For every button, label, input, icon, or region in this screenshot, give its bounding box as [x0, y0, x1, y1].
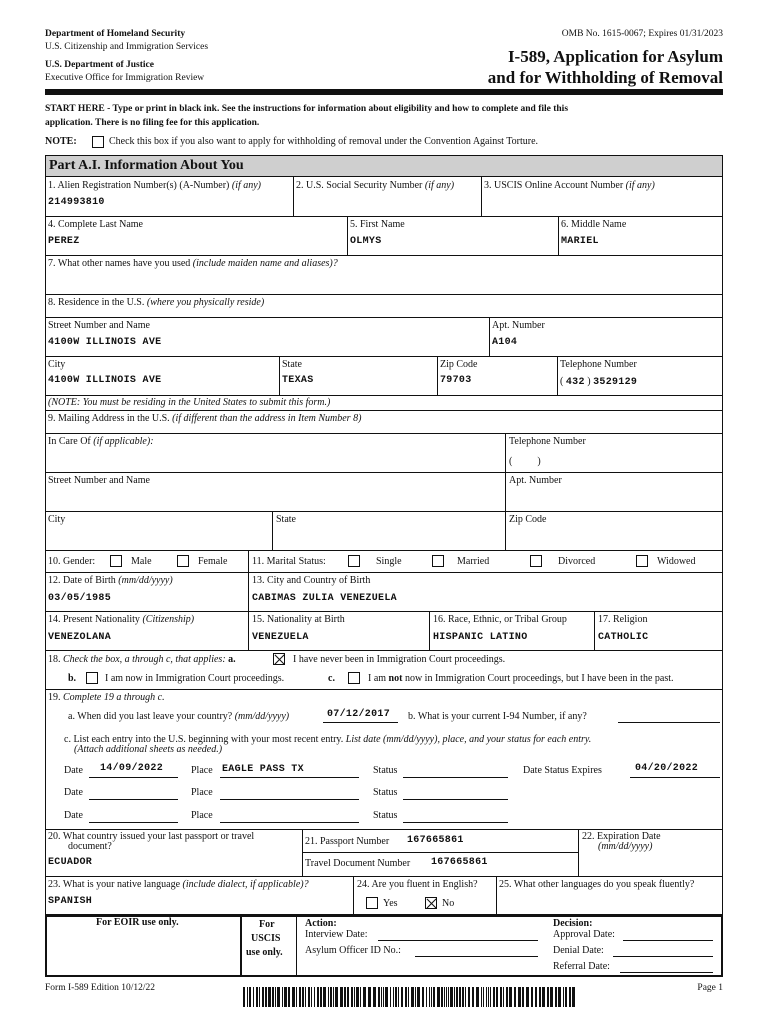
- denial-date-input[interactable]: [613, 956, 713, 957]
- street-label: Street Number and Name: [48, 320, 150, 331]
- barcode-bar: [275, 987, 276, 1007]
- street-value[interactable]: 4100W ILLINOIS AVE: [48, 337, 162, 348]
- mail-apt-label: Apt. Number: [509, 475, 562, 486]
- entry1-place-value[interactable]: EAGLE PASS TX: [222, 764, 304, 775]
- barcode-bar: [282, 987, 283, 1007]
- barcode-bar: [417, 987, 420, 1007]
- barcode-bar: [351, 987, 353, 1007]
- uscis-account-label: 3. USCIS Online Account Number (if any): [484, 180, 655, 191]
- nationality-label: 14. Present Nationality (Citizenship): [48, 614, 195, 625]
- omb-number: OMB No. 1615-0067; Expires 01/31/2023: [561, 29, 723, 39]
- mail-state-label: State: [276, 514, 296, 525]
- barcode-bar: [433, 987, 435, 1007]
- note-text: Check this box if you also want to apply for withholding of removal under the Convention Against Torture.: [109, 136, 539, 147]
- marital-label: 11. Marital Status:: [252, 556, 326, 567]
- barcode-bar: [468, 987, 470, 1007]
- entry1-expires-value[interactable]: 04/20/2022: [635, 763, 699, 774]
- q19a-label: a. When did you last leave your country? (mm/dd/yyyy): [68, 711, 290, 722]
- barcode-bar: [441, 987, 443, 1007]
- agency-doj: U.S. Department of Justice: [45, 60, 154, 70]
- q20-label2: document?: [68, 841, 112, 852]
- barcode-bar: [268, 987, 271, 1007]
- barcode-bar: [333, 987, 334, 1007]
- barcode-bar: [411, 987, 414, 1007]
- barcode-bar: [363, 987, 366, 1007]
- barcode-bar: [249, 987, 251, 1007]
- barcode-bar: [446, 987, 447, 1007]
- gender-female-label: Female: [198, 556, 228, 567]
- note-label: NOTE:: [45, 136, 77, 147]
- barcode-bar: [259, 987, 260, 1007]
- nat-birth-value[interactable]: VENEZUELA: [252, 632, 309, 643]
- phone-number: 3529129: [593, 377, 638, 388]
- q24-no-checkbox[interactable]: [425, 897, 437, 909]
- marital-divorced-checkbox[interactable]: [530, 555, 542, 567]
- apt-value[interactable]: A104: [492, 337, 518, 348]
- barcode-bar: [296, 987, 297, 1007]
- barcode-bar: [431, 987, 432, 1007]
- q18c-text: I am not now in Immigration Court proceedings, but I have been in the past.: [368, 673, 674, 684]
- barcode-bar: [344, 987, 346, 1007]
- barcode-bar: [393, 987, 394, 1007]
- barcode-bar: [408, 987, 409, 1007]
- first-name-label: 5. First Name: [350, 219, 405, 230]
- barcode-bar: [496, 987, 498, 1007]
- barcode-bar: [459, 987, 461, 1007]
- city-label: City: [48, 359, 66, 370]
- care-of-label: In Care Of (if applicable):: [48, 436, 154, 447]
- marital-divorced-label: Divorced: [558, 556, 596, 567]
- q25-label: 25. What other languages do you speak fluently?: [499, 879, 695, 890]
- barcode-bar: [368, 987, 371, 1007]
- q19b-input[interactable]: [618, 722, 720, 723]
- q21-value[interactable]: 167665861: [407, 835, 464, 846]
- entry2-place-input[interactable]: [220, 799, 359, 800]
- barcode-bar: [429, 987, 430, 1007]
- barcode-bar: [398, 987, 399, 1007]
- dob-label: 12. Date of Birth (mm/dd/yyyy): [48, 575, 173, 586]
- entry1-place-label: Place: [191, 765, 213, 776]
- barcode-bar: [563, 987, 564, 1007]
- barcode-bar: [526, 987, 529, 1007]
- interview-date-input[interactable]: [378, 940, 538, 941]
- barcode-bar: [323, 987, 326, 1007]
- q19c-hint: (Attach additional sheets as needed.): [74, 744, 223, 755]
- religion-label: 17. Religion: [598, 614, 648, 625]
- gender-male-label: Male: [131, 556, 152, 567]
- q19a-value[interactable]: 07/12/2017: [327, 709, 391, 720]
- barcode-bar: [354, 987, 355, 1007]
- q18b-text: I am now in Immigration Court proceedings.: [105, 673, 285, 684]
- barcode-bar: [518, 987, 521, 1007]
- barcode-bar: [284, 987, 287, 1007]
- last-name-value[interactable]: PEREZ: [48, 236, 80, 247]
- start-here-line1: START HERE - Type or print in black ink. See the instructions for information about eligibility and how to complete and file this: [45, 104, 569, 114]
- barcode-bar: [308, 987, 310, 1007]
- barcode-bar: [330, 987, 332, 1007]
- middle-name-label: 6. Middle Name: [561, 219, 627, 230]
- entry1-date-value[interactable]: 14/09/2022: [100, 763, 164, 774]
- barcode-bar: [314, 987, 315, 1007]
- birthplace-label: 13. City and Country of Birth: [252, 575, 371, 586]
- barcode-bar: [243, 987, 245, 1007]
- barcode-bar: [472, 987, 474, 1007]
- q24-yes-checkbox[interactable]: [366, 897, 378, 909]
- barcode-graphic: [243, 987, 578, 1007]
- action-label: Action:: [305, 918, 337, 929]
- q20-label: 20. What country issued your last passport or travel: [48, 831, 255, 842]
- entry3-status-label: Status: [373, 810, 398, 821]
- q19c-label: c. List each entry into the U.S. beginning with your most recent entry. List date (mm/dd/yyyy), place, and your status for each entry.: [64, 734, 592, 745]
- state-value[interactable]: TEXAS: [282, 375, 314, 386]
- approval-date-input[interactable]: [623, 940, 713, 941]
- mail-street-input[interactable]: [48, 489, 500, 509]
- barcode-bar: [448, 987, 449, 1007]
- q20-value[interactable]: ECUADOR: [48, 857, 93, 868]
- barcode-bar: [569, 987, 571, 1007]
- agency-uscis: U.S. Citizenship and Immigration Services: [45, 42, 209, 52]
- part-title: Part A.I. Information About You: [49, 158, 244, 173]
- q22-hint: (mm/dd/yyyy): [598, 841, 653, 852]
- entry3-place-label: Place: [191, 810, 213, 821]
- barcode-bar: [500, 987, 502, 1007]
- nationality-value[interactable]: VENEZOLANA: [48, 632, 112, 643]
- zip-value[interactable]: 79703: [440, 375, 472, 386]
- marital-single-label: Single: [376, 556, 402, 567]
- barcode-bar: [486, 987, 487, 1007]
- travel-doc-value[interactable]: 167665861: [431, 857, 488, 868]
- entry2-status-input[interactable]: [403, 799, 508, 800]
- barcode-bar: [299, 987, 301, 1007]
- barcode-bar: [247, 987, 248, 1007]
- barcode-bar: [547, 987, 549, 1007]
- ssn-input[interactable]: [296, 194, 480, 214]
- nat-birth-label: 15. Nationality at Birth: [252, 614, 345, 625]
- note-residing: (NOTE: You must be residing in the United States to submit this form.): [48, 397, 331, 408]
- gender-label: 10. Gender:: [48, 556, 96, 567]
- marital-married-checkbox[interactable]: [432, 555, 444, 567]
- marital-single-checkbox[interactable]: [348, 555, 360, 567]
- race-label: 16. Race, Ethnic, or Tribal Group: [433, 614, 567, 625]
- entry3-date-input[interactable]: [89, 822, 178, 823]
- q18c-checkbox[interactable]: [348, 672, 360, 684]
- agency-dhs: Department of Homeland Security: [45, 29, 186, 39]
- barcode-bar: [462, 987, 464, 1007]
- start-here-line2: application. There is no filing fee for this application.: [45, 118, 260, 128]
- asylum-officer-input[interactable]: [415, 956, 538, 957]
- last-name-label: 4. Complete Last Name: [48, 219, 143, 230]
- q25-input[interactable]: [499, 894, 719, 912]
- mail-phone-label: Telephone Number: [509, 436, 586, 447]
- barcode-bar: [488, 987, 489, 1007]
- barcode-bar: [422, 987, 424, 1007]
- barcode-bar: [390, 987, 391, 1007]
- birthplace-value[interactable]: CABIMAS ZULIA VENEZUELA: [252, 593, 397, 604]
- q22-label: 22. Expiration Date: [582, 831, 661, 842]
- asylum-officer-label: Asylum Officer ID No.:: [305, 945, 401, 956]
- ssn-label: 2. U.S. Social Security Number (if any): [296, 180, 455, 191]
- part-header: [45, 155, 723, 177]
- barcode-bar: [347, 987, 349, 1007]
- date-status-expires-label: Date Status Expires: [523, 765, 602, 776]
- barcode-bar: [381, 987, 382, 1007]
- entry2-date-input[interactable]: [89, 799, 178, 800]
- entry1-status-input[interactable]: [403, 777, 508, 778]
- barcode-bar: [506, 987, 508, 1007]
- entry3-place-input[interactable]: [220, 822, 359, 823]
- barcode-bar: [378, 987, 380, 1007]
- barcode-bar: [328, 987, 329, 1007]
- interview-date-label: Interview Date:: [305, 929, 368, 940]
- barcode-bar: [522, 987, 524, 1007]
- care-of-input[interactable]: [48, 450, 500, 470]
- barcode-bar: [509, 987, 512, 1007]
- barcode-bar: [265, 987, 267, 1007]
- barcode-bar: [437, 987, 440, 1007]
- barcode-bar: [565, 987, 567, 1007]
- entry3-status-input[interactable]: [403, 822, 508, 823]
- barcode-bar: [531, 987, 533, 1007]
- barcode-bar: [262, 987, 264, 1007]
- entry2-date-label: Date: [64, 787, 83, 798]
- barcode-bar: [288, 987, 290, 1007]
- barcode-bar: [539, 987, 541, 1007]
- barcode-bar: [356, 987, 359, 1007]
- barcode-bar: [415, 987, 416, 1007]
- form-title-line2: and for Withholding of Removal: [487, 68, 723, 87]
- barcode-bar: [292, 987, 295, 1007]
- barcode-bar: [503, 987, 504, 1007]
- barcode-bar: [335, 987, 338, 1007]
- barcode-bar: [514, 987, 516, 1007]
- barcode-bar: [490, 987, 491, 1007]
- q24-label: 24. Are you fluent in English?: [357, 879, 478, 890]
- mail-city-label: City: [48, 514, 66, 525]
- middle-name-value[interactable]: MARIEL: [561, 236, 599, 247]
- barcode-bar: [305, 987, 306, 1007]
- mail-phone-input[interactable]: ( ): [509, 456, 541, 467]
- form-title-line1: I-589, Application for Asylum: [507, 47, 723, 66]
- marital-widowed-label: Widowed: [657, 556, 696, 567]
- barcode-bar: [277, 987, 280, 1007]
- barcode-bar: [320, 987, 322, 1007]
- zip-label: Zip Code: [440, 359, 478, 370]
- entry2-status-label: Status: [373, 787, 398, 798]
- header-rule: [45, 89, 723, 95]
- barcode-bar: [483, 987, 484, 1007]
- barcode-bar: [340, 987, 343, 1007]
- q18-label: 18. Check the box, a through c, that applies: a.: [48, 654, 236, 665]
- uscis-account-input[interactable]: [484, 194, 720, 214]
- barcode-bar: [550, 987, 553, 1007]
- mail-zip-label: Zip Code: [509, 514, 547, 525]
- city-value[interactable]: 4100W ILLINOIS AVE: [48, 375, 162, 386]
- uscis-use-1: For: [259, 919, 275, 930]
- marital-widowed-checkbox[interactable]: [636, 555, 648, 567]
- barcode-bar: [542, 987, 545, 1007]
- other-names-label: 7. What other names have you used (include maiden name and aliases)?: [48, 258, 338, 269]
- barcode-bar: [558, 987, 561, 1007]
- q23-value[interactable]: SPANISH: [48, 896, 93, 907]
- barcode-bar: [456, 987, 458, 1007]
- entry2-place-label: Place: [191, 787, 213, 798]
- barcode-bar: [256, 987, 258, 1007]
- barcode-bar: [493, 987, 495, 1007]
- barcode-bar: [385, 987, 388, 1007]
- referral-date-input[interactable]: [620, 972, 713, 973]
- q24-yes-label: Yes: [383, 898, 398, 909]
- barcode-bar: [311, 987, 312, 1007]
- q21-label: 21. Passport Number: [305, 836, 390, 847]
- barcode-bar: [555, 987, 557, 1007]
- barcode-bar: [535, 987, 537, 1007]
- q18a-checkbox[interactable]: [273, 653, 285, 665]
- barcode-bar: [373, 987, 376, 1007]
- uscis-use-3: use only.: [246, 947, 283, 958]
- a-number-label: 1. Alien Registration Number(s) (A-Number) (if any): [48, 180, 262, 191]
- religion-value[interactable]: CATHOLIC: [598, 632, 649, 643]
- approval-date-label: Approval Date:: [553, 929, 615, 940]
- q18b-letter: b.: [68, 673, 77, 684]
- entry1-status-label: Status: [373, 765, 398, 776]
- denial-date-label: Denial Date:: [553, 945, 604, 956]
- barcode-bar: [317, 987, 319, 1007]
- mail-street-label: Street Number and Name: [48, 475, 150, 486]
- barcode-bar: [360, 987, 361, 1007]
- q23-label: 23. What is your native language (include dialect, if applicable)?: [48, 879, 309, 890]
- marital-married-label: Married: [457, 556, 490, 567]
- other-names-input[interactable]: [48, 272, 718, 292]
- barcode-bar: [253, 987, 254, 1007]
- travel-doc-label: Travel Document Number: [305, 858, 411, 869]
- q18c-letter: c.: [328, 673, 335, 684]
- entry1-date-label: Date: [64, 765, 83, 776]
- entry3-date-label: Date: [64, 810, 83, 821]
- cat-withholding-checkbox[interactable]: [92, 136, 104, 148]
- barcode-bar: [395, 987, 397, 1007]
- gender-male-checkbox[interactable]: [110, 555, 122, 567]
- decision-label: Decision:: [553, 918, 593, 929]
- form-edition: Form I-589 Edition 10/12/22: [45, 983, 156, 993]
- barcode-bar: [444, 987, 445, 1007]
- state-label: State: [282, 359, 302, 370]
- phone-value[interactable]: ( 432 ) 3529129: [560, 376, 638, 388]
- phone-label: Telephone Number: [560, 359, 637, 370]
- first-name-value[interactable]: OLMYS: [350, 236, 382, 247]
- barcode-bar: [426, 987, 427, 1007]
- apt-label: Apt. Number: [492, 320, 545, 331]
- gender-female-checkbox[interactable]: [177, 555, 189, 567]
- referral-date-label: Referral Date:: [553, 961, 610, 972]
- barcode-bar: [401, 987, 403, 1007]
- barcode-bar: [481, 987, 482, 1007]
- barcode-bar: [454, 987, 455, 1007]
- barcode-bar: [572, 987, 575, 1007]
- agency-eoir: Executive Office for Immigration Review: [45, 73, 205, 83]
- barcode-bar: [450, 987, 453, 1007]
- barcode-bar: [383, 987, 384, 1007]
- barcode-bar: [405, 987, 407, 1007]
- page-number: Page 1: [697, 983, 723, 993]
- barcode-bar: [302, 987, 304, 1007]
- q19b-label: b. What is your current I-94 Number, if any?: [408, 711, 587, 722]
- barcode-bar: [272, 987, 274, 1007]
- dob-value[interactable]: 03/05/1985: [48, 593, 112, 604]
- mailing-label: 9. Mailing Address in the U.S. (if different than the address in Item Number 8): [48, 413, 362, 424]
- q18a-text: I have never been in Immigration Court proceedings.: [293, 654, 506, 665]
- barcode-bar: [476, 987, 479, 1007]
- eoir-use-label: For EOIR use only.: [96, 917, 179, 928]
- barcode-bar: [465, 987, 466, 1007]
- race-value[interactable]: HISPANIC LATINO: [433, 632, 528, 643]
- q18b-checkbox[interactable]: [86, 672, 98, 684]
- uscis-use-2: USCIS: [251, 933, 281, 944]
- q19-label: 19. Complete 19 a through c.: [48, 692, 165, 703]
- residence-label: 8. Residence in the U.S. (where you physically reside): [48, 297, 265, 308]
- a-number-value[interactable]: 214993810: [48, 197, 105, 208]
- phone-area: 432: [565, 377, 585, 388]
- q24-no-label: No: [442, 898, 455, 909]
